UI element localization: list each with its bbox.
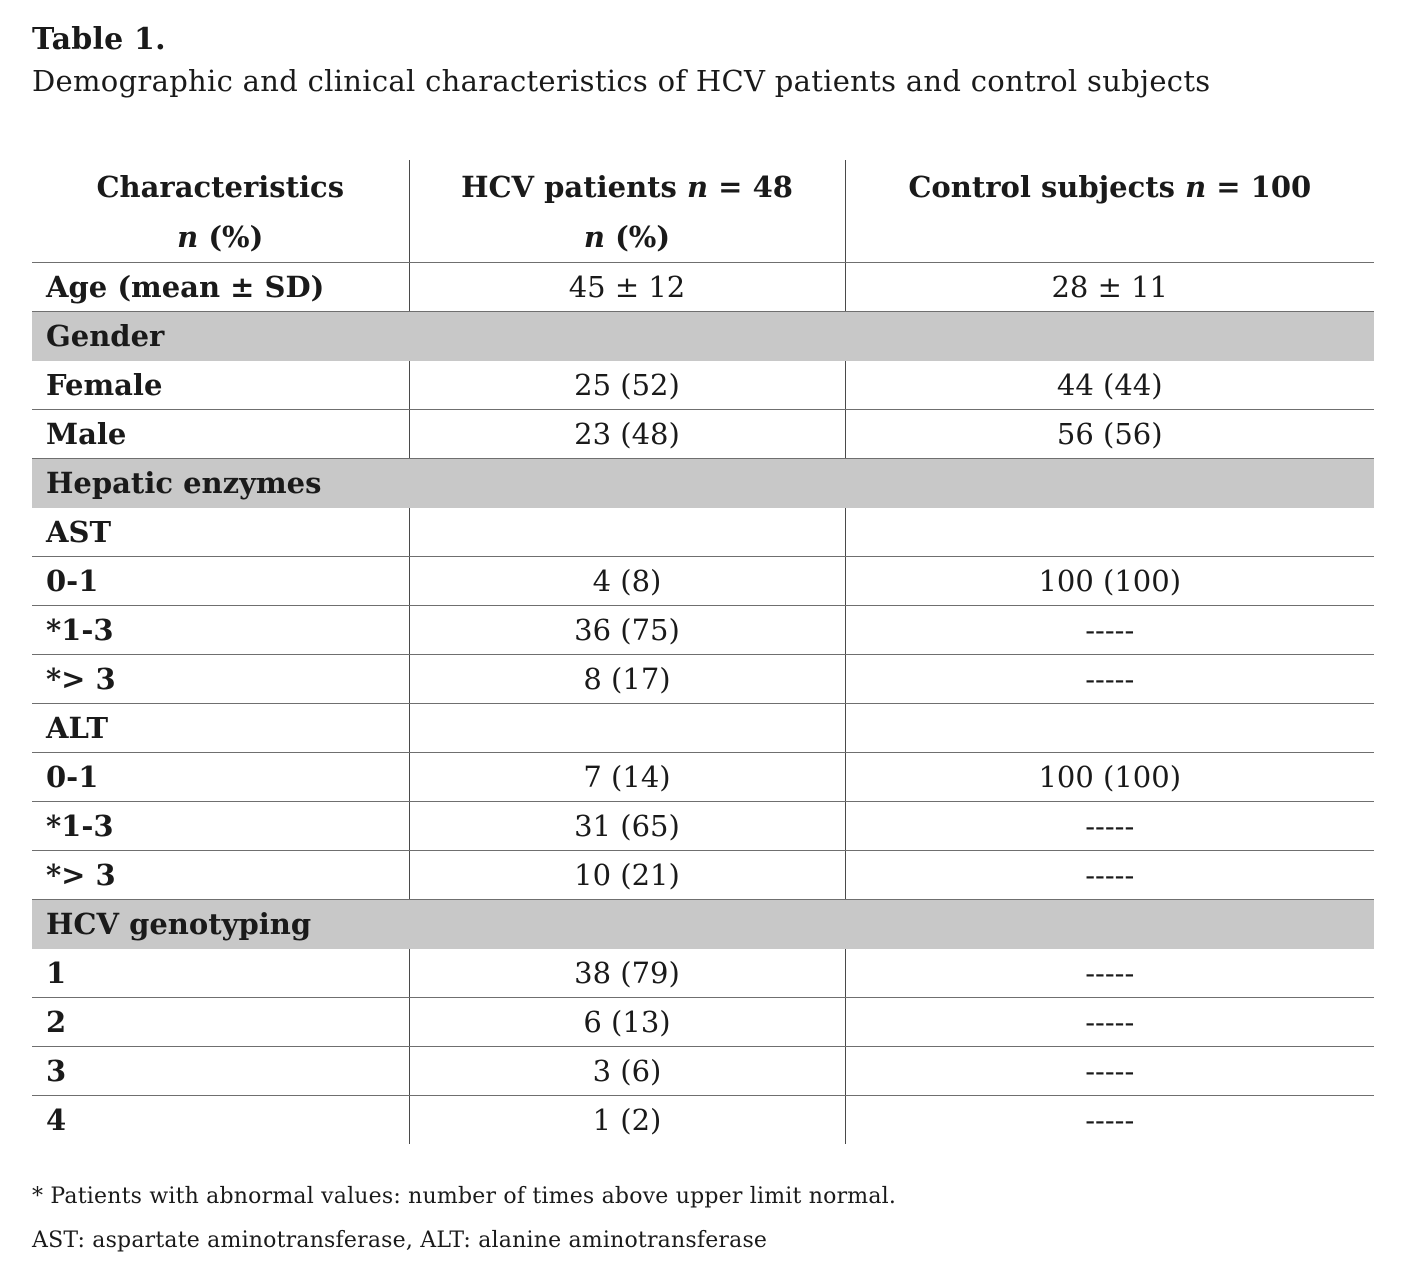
table-row bbox=[32, 557, 1374, 606]
table-row bbox=[32, 508, 1374, 557]
row-label: *1-3 bbox=[32, 802, 409, 851]
header-hcv-unit-percent: (%) bbox=[604, 220, 671, 254]
hcv-value bbox=[409, 704, 845, 753]
header-characteristics-title: Characteristics bbox=[96, 170, 345, 204]
hcv-value: 31 (65) bbox=[409, 802, 845, 851]
hcv-value: 23 (48) bbox=[409, 410, 845, 459]
table-body bbox=[32, 263, 1374, 1145]
row-label: *1-3 bbox=[32, 606, 409, 655]
footnote-abnormal-values: * Patients with abnormal values: number of times above upper limit normal. bbox=[32, 1184, 897, 1209]
header-hcv-unit-n: n bbox=[583, 220, 605, 254]
hcv-value: 45 ± 12 bbox=[409, 263, 845, 312]
control-value: 44 (44) bbox=[845, 361, 1374, 410]
row-label: Female bbox=[32, 361, 409, 410]
row-label: 2 bbox=[32, 998, 409, 1047]
table-row bbox=[32, 802, 1374, 851]
hcv-value: 8 (17) bbox=[409, 655, 845, 704]
header-control-subjects bbox=[845, 160, 1374, 263]
table-row bbox=[32, 851, 1374, 900]
row-label: 0-1 bbox=[32, 753, 409, 802]
row-label: *> 3 bbox=[32, 655, 409, 704]
data-table-container bbox=[32, 160, 1374, 1144]
row-label: Age (mean ± SD) bbox=[32, 263, 409, 312]
control-value: ----- bbox=[845, 1047, 1374, 1096]
control-value: ----- bbox=[845, 998, 1374, 1047]
hcv-value: 3 (6) bbox=[409, 1047, 845, 1096]
control-value bbox=[845, 508, 1374, 557]
control-value: ----- bbox=[845, 606, 1374, 655]
header-control-n-symbol: n bbox=[1185, 170, 1207, 204]
section-heading: HCV genotyping bbox=[32, 900, 1374, 949]
row-label: ALT bbox=[32, 704, 409, 753]
hcv-value: 4 (8) bbox=[409, 557, 845, 606]
hcv-value: 6 (13) bbox=[409, 998, 845, 1047]
header-hcv-label: HCV patients bbox=[461, 170, 687, 204]
control-value: ----- bbox=[845, 1096, 1374, 1145]
header-n-symbol: n bbox=[177, 220, 199, 254]
control-value: ----- bbox=[845, 949, 1374, 998]
control-value: 28 ± 11 bbox=[845, 263, 1374, 312]
hcv-value: 7 (14) bbox=[409, 753, 845, 802]
header-percent: (%) bbox=[198, 220, 264, 254]
control-value: ----- bbox=[845, 802, 1374, 851]
section-row bbox=[32, 900, 1374, 949]
header-characteristics bbox=[32, 160, 409, 263]
footnote-abbreviations: AST: aspartate aminotransferase, ALT: alanine aminotransferase bbox=[32, 1228, 768, 1253]
table-row bbox=[32, 1096, 1374, 1145]
table-row bbox=[32, 606, 1374, 655]
hcv-value: 10 (21) bbox=[409, 851, 845, 900]
table-row bbox=[32, 704, 1374, 753]
section-row bbox=[32, 312, 1374, 361]
hcv-value: 36 (75) bbox=[409, 606, 845, 655]
hcv-value bbox=[409, 508, 845, 557]
row-label: Male bbox=[32, 410, 409, 459]
row-label: AST bbox=[32, 508, 409, 557]
table-row bbox=[32, 410, 1374, 459]
hcv-value: 25 (52) bbox=[409, 361, 845, 410]
table-row bbox=[32, 949, 1374, 998]
section-heading: Gender bbox=[32, 312, 1374, 361]
table-header-row bbox=[32, 160, 1374, 263]
header-characteristics-unit bbox=[32, 212, 409, 262]
table-label: Table 1. bbox=[32, 22, 166, 57]
section-heading: Hepatic enzymes bbox=[32, 459, 1374, 508]
control-value: 100 (100) bbox=[845, 753, 1374, 802]
row-label: 1 bbox=[32, 949, 409, 998]
table-row bbox=[32, 655, 1374, 704]
control-value bbox=[845, 704, 1374, 753]
table-caption: Demographic and clinical characteristics of HCV patients and control subjects bbox=[32, 64, 1211, 98]
control-value: ----- bbox=[845, 851, 1374, 900]
table-row bbox=[32, 263, 1374, 312]
table-row bbox=[32, 361, 1374, 410]
header-control-count: = 100 bbox=[1206, 170, 1312, 204]
row-label: 3 bbox=[32, 1047, 409, 1096]
header-control-label: Control subjects bbox=[908, 170, 1186, 204]
control-value: 100 (100) bbox=[845, 557, 1374, 606]
header-hcv-n-symbol: n bbox=[686, 170, 709, 204]
section-row bbox=[32, 459, 1374, 508]
control-value: ----- bbox=[845, 655, 1374, 704]
table-row bbox=[32, 998, 1374, 1047]
header-hcv-title bbox=[410, 162, 845, 212]
characteristics-table bbox=[32, 160, 1374, 1144]
control-value: 56 (56) bbox=[845, 410, 1374, 459]
table-row bbox=[32, 753, 1374, 802]
header-hcv-unit bbox=[410, 212, 845, 262]
header-hcv-count: = 48 bbox=[708, 170, 793, 204]
table-row bbox=[32, 1047, 1374, 1096]
row-label: 4 bbox=[46, 1103, 67, 1137]
row-label: 0-1 bbox=[32, 557, 409, 606]
header-hcv-patients bbox=[409, 160, 845, 263]
header-control-title bbox=[846, 162, 1375, 212]
hcv-value: 1 (2) bbox=[409, 1096, 845, 1145]
row-label: *> 3 bbox=[32, 851, 409, 900]
hcv-value: 38 (79) bbox=[409, 949, 845, 998]
